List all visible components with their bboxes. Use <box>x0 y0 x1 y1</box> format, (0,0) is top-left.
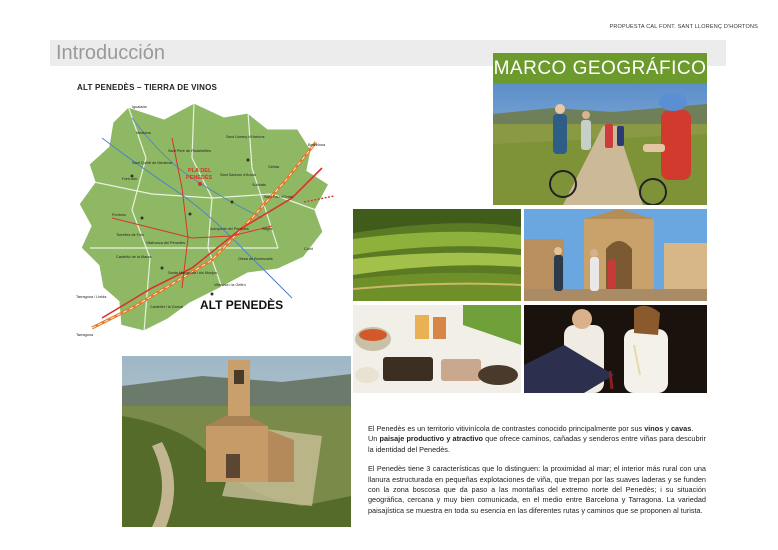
svg-text:Olesa de Bonesvalls: Olesa de Bonesvalls <box>238 257 273 261</box>
page-title: Introducción <box>56 42 165 64</box>
description-text <box>368 424 706 525</box>
svg-text:Vilafranca del Penedès: Vilafranca del Penedès <box>146 241 185 245</box>
paragraph-1: El Penedès es un territorio vitivinícola de contrastes conocido principalmente por sus vinos y cavas. Un paisaje productivo y atractivo que ofrece caminos, cañadas y senderos entre viñas para descubrir la identidad del Penedès. <box>368 424 706 454</box>
svg-text:Sant Llorenç d'Hortons: Sant Llorenç d'Hortons <box>226 135 265 139</box>
project-name: PROPUESTA CAL FONT. SANT LLORENÇ D'HORTONS <box>609 24 758 30</box>
svg-text:Tarragona / Lleida: Tarragona / Lleida <box>76 295 107 299</box>
svg-text:Igualada: Igualada <box>132 105 147 109</box>
region-map <box>72 98 338 344</box>
svg-text:Santa Margarida i els Monjos: Santa Margarida i els Monjos <box>168 271 218 275</box>
svg-text:Barcelona: Barcelona <box>308 143 326 147</box>
vineyard-photo <box>353 209 521 301</box>
svg-text:Sant Pere de Riudebitlles: Sant Pere de Riudebitlles <box>168 149 211 153</box>
svg-text:Sant Quintí de Mediona: Sant Quintí de Mediona <box>132 161 172 165</box>
svg-text:Sant Sadurní d'Anoia: Sant Sadurní d'Anoia <box>220 173 256 177</box>
svg-text:Subirats: Subirats <box>252 183 266 187</box>
svg-text:Cunit: Cunit <box>304 247 313 251</box>
svg-text:Font-rubí: Font-rubí <box>122 177 138 181</box>
paragraph-2: El Penedès tiene 3 características que lo distinguen: la proximidad al mar; el interior más rural con una llanura estructurada en pequeñas explotaciones de viña, que trepan por las suaves laderas y se funden con la zona boscosa que da paso a las montañas del extremo norte del Penedès; i su situación geográfica, cercana y muy bien comunicada, en el medio entre Barcelona y Tarragona. La variedad paisajística se muestra en toda su esencia en las diferentes rutas y caminos que se proponen al turista. <box>368 464 706 515</box>
svg-text:Castellví de la Marca: Castellví de la Marca <box>116 255 152 259</box>
svg-text:Tarragona: Tarragona <box>76 333 94 337</box>
svg-text:Sitges: Sitges <box>262 227 273 231</box>
map-center-label-2: PENEDÈS <box>186 175 213 181</box>
cyclists-photo <box>493 84 707 205</box>
svg-text:Gelida: Gelida <box>268 165 279 169</box>
map-region-label: ALT PENEDÈS <box>200 298 284 312</box>
chapel-aerial-photo <box>122 356 351 527</box>
svg-text:Sant Pau d'Ordal: Sant Pau d'Ordal <box>264 195 293 199</box>
svg-text:Castellet i la Gornal: Castellet i la Gornal <box>150 305 184 309</box>
church-street-photo <box>524 209 707 301</box>
food-photo <box>353 305 521 393</box>
wine-tasting-photo <box>524 305 707 393</box>
map-heading: ALT PENEDÈS – TIERRA DE VINOS <box>77 83 218 92</box>
svg-text:Vilanova i la Geltrú: Vilanova i la Geltrú <box>214 283 246 287</box>
map-center-label-1: PLA DEL <box>188 168 212 174</box>
svg-text:Mediona: Mediona <box>136 131 151 135</box>
svg-text:Avinyonet del Penedès: Avinyonet del Penedès <box>210 227 249 231</box>
section-badge: MARCO GEOGRÁFICO <box>493 53 707 84</box>
svg-text:Torrelles de Foix: Torrelles de Foix <box>116 233 144 237</box>
svg-text:Pontons: Pontons <box>112 213 126 217</box>
